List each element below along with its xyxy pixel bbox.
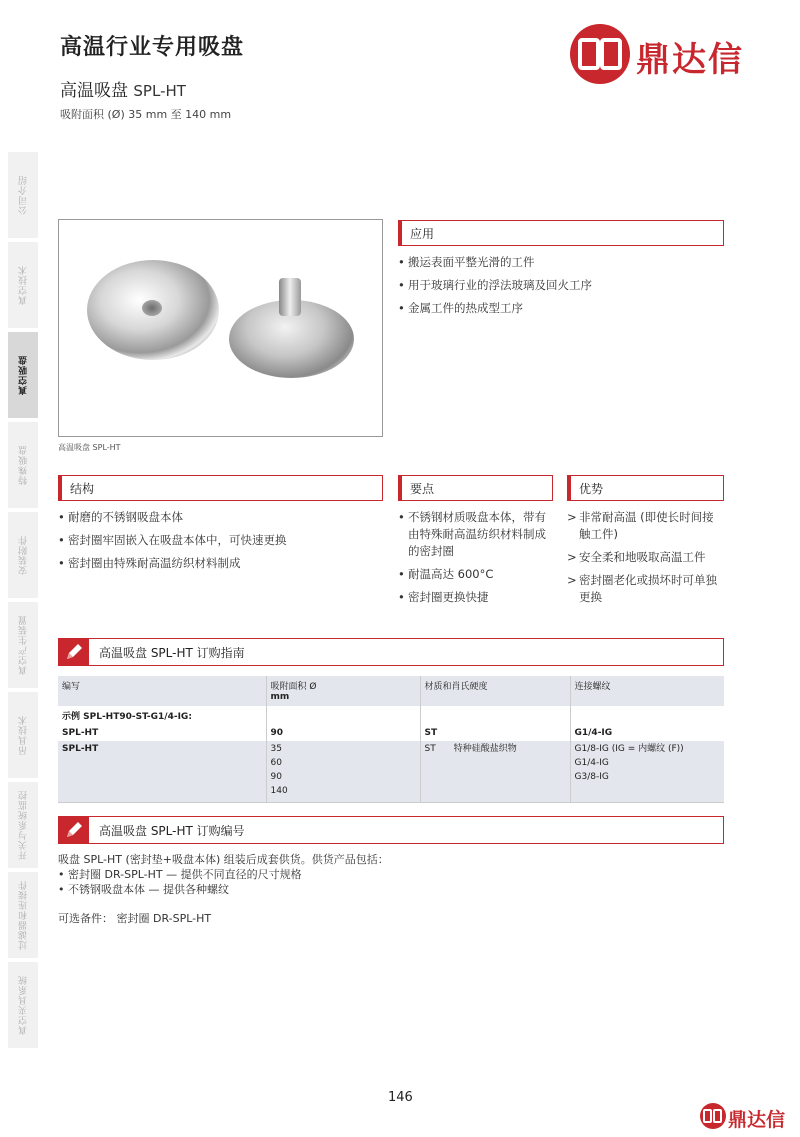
sidebar-item-special-cups[interactable]: 特殊吸盘: [8, 422, 38, 508]
sidebar-item-mounting[interactable]: 安装附件: [8, 512, 38, 598]
pencil-icon: [59, 639, 89, 665]
list-item: • 密封圈牢固嵌入在吸盘本体中，可快速更换: [58, 532, 383, 549]
sidebar-item-vacuum-tech[interactable]: 真空技术: [8, 242, 38, 328]
product-photo: [58, 219, 383, 437]
sidebar-item-company[interactable]: 公司介绍: [8, 152, 38, 238]
structure-header: 结构: [58, 475, 383, 501]
sidebar-item-switches[interactable]: 开关与系统监控: [8, 782, 38, 868]
list-item: • 不锈钢吸盘本体 — 提供各种螺纹: [58, 883, 229, 896]
footer-brand-name: 鼎达信: [728, 1109, 786, 1131]
column-header: 连接螺纹: [570, 676, 724, 706]
column-header: 吸附面积 Ø mm: [266, 676, 420, 706]
brand-name: 鼎达信: [636, 40, 744, 80]
threaded-stem-image: [279, 278, 301, 316]
product-subtitle: [60, 76, 186, 101]
page-number: 146: [388, 1090, 413, 1105]
list-item: • 密封圈 DR-SPL-HT — 提供不同直径的尺寸规格: [58, 868, 302, 881]
list-item: > 安全柔和地吸取高温工件: [567, 549, 724, 566]
list-item: • 搬运表面平整光滑的工件: [398, 254, 724, 271]
sidebar-item-clamping[interactable]: 真空夹具系统: [8, 962, 38, 1048]
key-points-list: [398, 509, 556, 612]
list-item: • 不锈钢材质吸盘本体，带有由特殊耐高温纺织材料制成的密封圈: [398, 509, 556, 560]
list-item: • 密封圈更换快捷: [398, 589, 556, 606]
application-header: 应用: [398, 220, 724, 246]
ordering-number-header: 高温吸盘 SPL-HT 订购编号: [58, 816, 724, 844]
ordering-guide-header: 高温吸盘 SPL-HT 订购指南: [58, 638, 724, 666]
list-item: • 耐磨的不锈钢吸盘本体: [58, 509, 383, 526]
suction-area-range: 吸附面积 (Ø) 35 mm 至 140 mm: [60, 108, 232, 121]
optional-spare-parts: 可选备件： 密封圈 DR-SPL-HT: [58, 912, 212, 925]
table-row: SPL-HT 90 ST G1/4-IG: [58, 725, 724, 741]
subtitle-model: SPL-HT: [133, 82, 186, 100]
ordering-guide-table: [58, 676, 724, 803]
page-title: 高温行业专用吸盘: [60, 35, 245, 60]
structure-list: [58, 509, 383, 578]
example-label: 示例 SPL-HT90-ST-G1/4-IG:: [58, 706, 266, 725]
list-item: • 密封圈由特殊耐高温纺织材料制成: [58, 555, 383, 572]
sidebar-item-lifters[interactable]: 吊具技术: [8, 692, 38, 778]
list-item: • 金属工件的热成型工序: [398, 300, 724, 317]
sidebar-item-filters[interactable]: 过滤器和连接件: [8, 872, 38, 958]
column-header: 材质和肖氏硬度: [420, 676, 570, 706]
sidebar-item-generators[interactable]: 真空产生装置: [8, 602, 38, 688]
table-row: SPL-HT 35 60 90 140 ST 特种硅酸盐织物 G1/8-IG (IG = 内螺纹 (F)) G1/4-IG G3/8-IG: [58, 741, 724, 803]
photo-caption: 高温吸盘 SPL-HT: [58, 443, 121, 452]
pencil-icon: [59, 817, 89, 843]
brand-seal-icon: [700, 1103, 726, 1129]
brand-seal-icon: [570, 24, 630, 84]
advantages-header: 优势: [567, 475, 724, 501]
column-header: 编写: [58, 676, 266, 706]
advantages-list: [567, 509, 724, 612]
suction-cup-front-image: [87, 260, 219, 360]
sidebar-item-suction-cups[interactable]: 真空吸盘: [8, 332, 38, 418]
footer-brand-logo: [700, 1103, 792, 1131]
chapter-sidebar: [8, 152, 38, 1052]
brand-logo: [570, 24, 750, 84]
subtitle-cn: 高温吸盘: [60, 81, 128, 101]
list-item: > 非常耐高温 (即使长时间接触工件): [567, 509, 724, 543]
list-item: • 用于玻璃行业的浮法玻璃及回火工序: [398, 277, 724, 294]
list-item: • 耐温高达 600°C: [398, 566, 556, 583]
ordering-number-text: 吸盘 SPL-HT (密封垫+吸盘本体) 组装后成套供货。供货产品包括： • 密封圈 DR-SPL-HT — 提供不同直径的尺寸规格 • 不锈钢吸盘本体 — 提供各种螺纹: [58, 853, 389, 896]
application-list: [398, 254, 724, 323]
key-points-header: 要点: [398, 475, 553, 501]
list-item: > 密封圈老化或损坏时可单独更换: [567, 572, 724, 606]
